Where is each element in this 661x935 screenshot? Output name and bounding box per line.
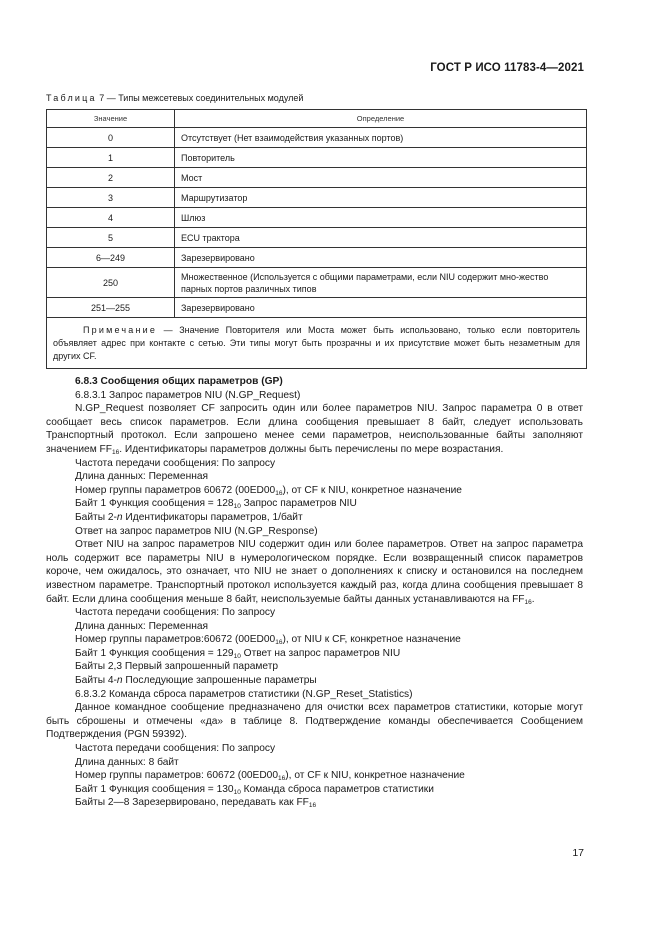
cell-definition: ECU трактора [175,228,587,248]
table-caption-title: 7 — Типы межсетевых соединительных модулей [96,93,304,103]
table-row [47,188,587,208]
paragraph: Данное командное сообщение предназначено для очистки всех параметров статистики, которые могут быть сброшены и отмечены «да» в таблице 8. Подтверждение команды обеспечивается Сообщением Подтверждения (PGN 59392). [46,702,583,741]
paragraph: N.GP_Request позволяет CF запросить один или более параметров NIU. Запрос параметра 0 в ответ сообщает весь список параметров. Если длина сообщения превышает 8 байт, следует использовать Транспортный протокол. Если запрошено менее семи параметров, неиспользованные байты заполняют значением $FF_{16}$. Идентификаторы параметров должны быть перечислены по мере возрастания. [46,403,583,456]
cell-definition: Множественное (Используется с общими параметрами, если NIU содержит мно-жество парных портов различных типов [175,268,587,298]
paragraph: Ответ NIU на запрос параметров NIU содержит один или более параметров. Ответ на запрос параметра ноль содержит все параметры NIU в нумерологическом порядке. Если возвращенный список параметров короче, чем ожидалось, это означает, что NIU не знает о дополнениях к списку и остановился на последнем известном параметре. Транспортный протокол используется каждый раз, когда длина сообщения превышает 8 байт. Если длина сообщения меньше 8 байт, неиспользуемые байты данных устанавливаются на $FF_{16}$. [46,539,583,606]
subsection-title: 6.8.3.1 Запрос параметров NIU (N.GP_Request) [75,389,301,401]
cell-definition: Мост [175,168,587,188]
document-header: ГОСТ Р ИСО 11783-4—2021 [430,62,584,74]
table-caption [46,93,303,103]
cell-definition: Повторитель [175,148,587,168]
table-row [47,228,587,248]
note-text: — Значение Повторителя или Моста может быть использовано, только если повторитель объявляет адрес при контакте с сетью. Эти типы могут быть прозрачны и их присутствие может быть незаметным для других CF. [53,325,580,361]
subsection-title: 6.8.3.2 Команда сброса параметров статистики (N.GP_Reset_Statistics) [75,688,413,700]
cell-definition: Зарезервировано [175,248,587,268]
cell-value: 5 [47,228,175,248]
table-row [47,128,587,148]
cell-value: 6—249 [47,248,175,268]
byte-line: Байты 2,3 Первый запрошенный параметр [75,661,279,673]
table-row [47,298,587,318]
cell-definition: Шлюз [175,208,587,228]
cell-value: 0 [47,128,175,148]
cell-definition: Маршрутизатор [175,188,587,208]
message-rate: Частота передачи сообщения: По запросу [75,743,276,755]
cell-value: 3 [47,188,175,208]
pgn-line: Номер группы параметров 60672 $(00ED00_{16})$, от CF к NIU, конкретное назначение [75,484,462,497]
message-rate: Частота передачи сообщения: По запросу [75,607,276,619]
table-row [47,268,587,298]
cell-definition: Отсутствует (Нет взаимодействия указанных портов) [175,128,587,148]
table-note [47,318,587,369]
cell-value: 1 [47,148,175,168]
table-note-row [47,318,587,369]
section-heading: 6.8.3 Сообщения общих параметров (GP) [75,376,283,387]
table-row [47,148,587,168]
table-caption-word: Таблица [46,93,97,103]
section-body [46,375,583,810]
message-rate: Частота передачи сообщения: По запросу [75,457,276,469]
response-title: Ответ на запрос параметров NIU (N.GP_Response) [75,525,318,537]
col-definition-header: Определение [175,110,587,128]
pgn-line: Номер группы параметров:60672 $(00ED00_{16})$, от NIU к CF, конкретное назначение [75,634,461,647]
cell-value: 250 [47,268,175,298]
byte-line: Байт 1 Функция сообщения = $128_{10}$ Запрос параметров NIU [75,498,357,511]
data-length: Длина данных: Переменная [75,471,209,483]
table-row [47,208,587,228]
table-row [47,168,587,188]
interconnect-types-table [46,109,587,369]
byte-line: Байт 1 Функция сообщения = $130_{10}$ Команда сброса параметров статистики [75,783,434,796]
cell-value: 251—255 [47,298,175,318]
byte-line: Байты 4-n Последующие запрошенные параметры [75,675,317,687]
data-length: Длина данных: 8 байт [75,756,179,768]
byte-line: Байты 2-n Идентификаторы параметров, 1/байт [75,511,303,523]
cell-value: 2 [47,168,175,188]
page-number: 17 [572,847,584,859]
note-label: Примечание [83,325,158,335]
data-length: Длина данных: Переменная [75,620,209,632]
pgn-line: Номер группы параметров: 60672 $(00ED00_{16})$, от CF к NIU, конкретное назначение [75,770,465,783]
table-header-row [47,110,587,128]
cell-value: 4 [47,208,175,228]
byte-line: Байт 1 Функция сообщения = $129_{10}$ Ответ на запрос параметров NIU [75,647,401,660]
table-row [47,248,587,268]
cell-definition: Зарезервировано [175,298,587,318]
col-value-header: Значение [47,110,175,128]
byte-line: Байты 2—8 Зарезервировано, передавать как $FF_{16}$ [75,797,317,810]
